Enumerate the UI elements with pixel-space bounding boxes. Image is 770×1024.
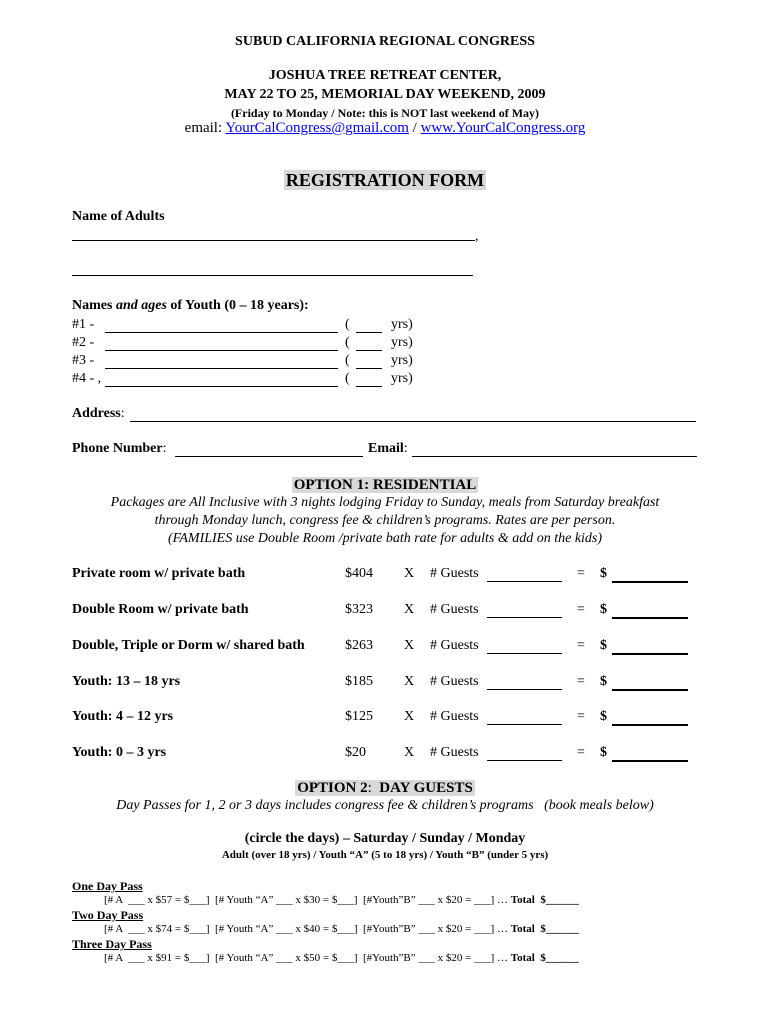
rate-equals: = [577, 745, 585, 760]
guests-count-line[interactable] [487, 689, 562, 690]
rate-dollar: $ [600, 674, 607, 689]
pass-title: One Day Pass [72, 879, 143, 893]
guests-count-line[interactable] [487, 581, 562, 582]
event-dates: MAY 22 TO 25, MEMORIAL DAY WEEKEND, 2009 [224, 87, 546, 102]
guests-label: # Guests [430, 709, 479, 724]
rate-row-price: $404 [345, 566, 373, 581]
youth-age-unit: yrs) [391, 353, 413, 368]
rate-equals: = [577, 709, 585, 724]
email-label-text: Email [368, 441, 404, 456]
address-field-line[interactable] [130, 421, 696, 422]
link-separator: / [412, 120, 417, 136]
rate-times: X [404, 709, 415, 724]
rate-total-line[interactable] [612, 689, 688, 691]
guests-count-line[interactable] [487, 617, 562, 618]
rate-row-label: Double Room w/ private bath [72, 602, 249, 617]
phone-field-line[interactable] [175, 456, 363, 457]
rate-row-price: $323 [345, 602, 373, 617]
website-link[interactable]: www.YourCalCongress.org [420, 120, 586, 136]
email-field-line[interactable] [412, 456, 697, 457]
rate-row-price: $20 [345, 745, 366, 760]
option1-title: OPTION 1: RESIDENTIAL [293, 477, 477, 493]
option2-title-a: OPTION 2 [297, 780, 368, 796]
youth-label-italic: and ages [115, 298, 167, 313]
rate-row-label: Youth: 4 – 12 yrs [72, 709, 174, 724]
rate-row-label: Private room w/ private bath [72, 566, 246, 581]
rate-equals: = [577, 602, 585, 617]
rate-total-line[interactable] [612, 617, 688, 619]
adult-name-line-1[interactable] [72, 240, 475, 241]
youth-name-line[interactable] [105, 368, 338, 369]
option1-desc-3: (FAMILIES use Double Room /private bath rate for adults & add on the kids) [167, 531, 603, 546]
option2-title-colon: : [367, 780, 372, 796]
rate-row-label: Double, Triple or Dorm w/ shared bath [72, 638, 305, 653]
guests-label: # Guests [430, 602, 479, 617]
youth-age-open: ( [345, 317, 350, 332]
rate-row-price: $125 [345, 709, 373, 724]
rate-dollar: $ [600, 566, 607, 581]
youth-label [72, 298, 309, 314]
youth-label-start: Names [72, 298, 113, 313]
pass-total: Total $______ [510, 894, 579, 906]
rate-total-line[interactable] [612, 653, 688, 655]
email-field-label [368, 441, 408, 457]
rate-total-line[interactable] [612, 724, 688, 726]
youth-name-line[interactable] [105, 386, 338, 387]
adult-name-line-2[interactable] [72, 275, 473, 276]
guests-count-line[interactable] [487, 653, 562, 654]
age-groups: Adult (over 18 yrs) / Youth “A” (5 to 18 yrs) / Youth “B” (under 5 yrs) [221, 849, 549, 861]
phone-colon: : [162, 441, 167, 456]
rate-equals: = [577, 638, 585, 653]
youth-age-line[interactable] [356, 368, 382, 369]
pass-calc-text: [# A ___ x $57 = $___] [# Youth “A” ___ x $30 = $___] [#Youth”B” ___ x $20 = ___] … [104, 894, 509, 906]
form-title: REGISTRATION FORM [285, 170, 485, 190]
rate-times: X [404, 566, 415, 581]
youth-age-open: ( [345, 371, 350, 386]
youth-row-num: #1 - [72, 317, 95, 332]
rate-row-label: Youth: 13 – 18 yrs [72, 674, 181, 689]
youth-age-unit: yrs) [391, 335, 413, 350]
rate-row-price: $263 [345, 638, 373, 653]
option2-title-b: DAY GUESTS [371, 780, 473, 796]
option1-desc-1: Packages are All Inclusive with 3 nights lodging Friday to Sunday, meals from Saturday breakfast [110, 495, 660, 510]
pass-calc-text: [# A ___ x $74 = $___] [# Youth “A” ___ x $40 = $___] [#Youth”B” ___ x $20 = ___] … [104, 923, 509, 935]
pass-calc [104, 894, 579, 906]
option2-title [295, 780, 475, 796]
email-label: email: [184, 120, 223, 136]
guests-label: # Guests [430, 745, 479, 760]
rate-dollar: $ [600, 602, 607, 617]
rate-row-price: $185 [345, 674, 373, 689]
rate-times: X [404, 638, 415, 653]
option1-desc-2: through Monday lunch, congress fee & children’s programs. Rates are per person. [154, 513, 616, 528]
youth-row-num: #4 - , [72, 371, 102, 386]
youth-age-line[interactable] [356, 386, 382, 387]
youth-row-num: #3 - [72, 353, 95, 368]
pass-title: Three Day Pass [72, 937, 152, 951]
address-colon: : [120, 406, 125, 421]
email-colon: : [403, 441, 408, 456]
youth-age-line[interactable] [356, 332, 382, 333]
contact-line [0, 120, 770, 137]
youth-name-line[interactable] [105, 332, 338, 333]
youth-age-unit: yrs) [391, 317, 413, 332]
youth-age-open: ( [345, 335, 350, 350]
rate-times: X [404, 602, 415, 617]
option2-desc: Day Passes for 1, 2 or 3 days includes congress fee & children’s programs (book meals below) [116, 798, 654, 813]
pass-total: Total $______ [510, 923, 579, 935]
guests-label: # Guests [430, 638, 479, 653]
address-label-text: Address [72, 406, 121, 421]
youth-name-line[interactable] [105, 350, 338, 351]
youth-label-end: of Youth (0 – 18 years): [170, 298, 309, 313]
youth-row-num: #2 - [72, 335, 95, 350]
phone-label [72, 441, 167, 457]
guests-count-line[interactable] [487, 760, 562, 761]
venue-title: JOSHUA TREE RETREAT CENTER, [268, 68, 502, 83]
org-title: SUBUD CALIFORNIA REGIONAL CONGRESS [235, 34, 535, 49]
youth-age-line[interactable] [356, 350, 382, 351]
guests-label: # Guests [430, 674, 479, 689]
rate-dollar: $ [600, 709, 607, 724]
guests-count-line[interactable] [487, 724, 562, 725]
pass-title: Two Day Pass [72, 908, 144, 922]
pass-calc-text: [# A ___ x $91 = $___] [# Youth “A” ___ x $50 = $___] [#Youth”B” ___ x $20 = ___] … [104, 952, 509, 964]
pass-calc [104, 923, 579, 935]
rate-total-line[interactable] [612, 581, 688, 583]
rate-row-label: Youth: 0 – 3 yrs [72, 745, 167, 760]
option1-title-wrap [0, 476, 770, 494]
phone-label-text: Phone Number [72, 441, 163, 456]
pass-calc [104, 952, 579, 964]
adult-line-comma: , [475, 229, 479, 244]
rate-dollar: $ [600, 638, 607, 653]
event-note: (Friday to Monday / Note: this is NOT last weekend of May) [230, 106, 540, 120]
youth-age-open: ( [345, 353, 350, 368]
pass-total: Total $______ [510, 952, 579, 964]
email-link[interactable]: YourCalCongress@gmail.com [225, 120, 409, 136]
rate-times: X [404, 674, 415, 689]
rate-equals: = [577, 674, 585, 689]
circle-days: (circle the days) – Saturday / Sunday / Monday [244, 831, 526, 846]
form-title-wrap [0, 170, 770, 191]
rate-dollar: $ [600, 745, 607, 760]
adults-label: Name of Adults [72, 209, 165, 224]
rate-equals: = [577, 566, 585, 581]
rate-total-line[interactable] [612, 760, 688, 762]
address-label [72, 406, 125, 422]
youth-age-unit: yrs) [391, 371, 413, 386]
option2-title-wrap [0, 779, 770, 797]
rate-times: X [404, 745, 415, 760]
guests-label: # Guests [430, 566, 479, 581]
